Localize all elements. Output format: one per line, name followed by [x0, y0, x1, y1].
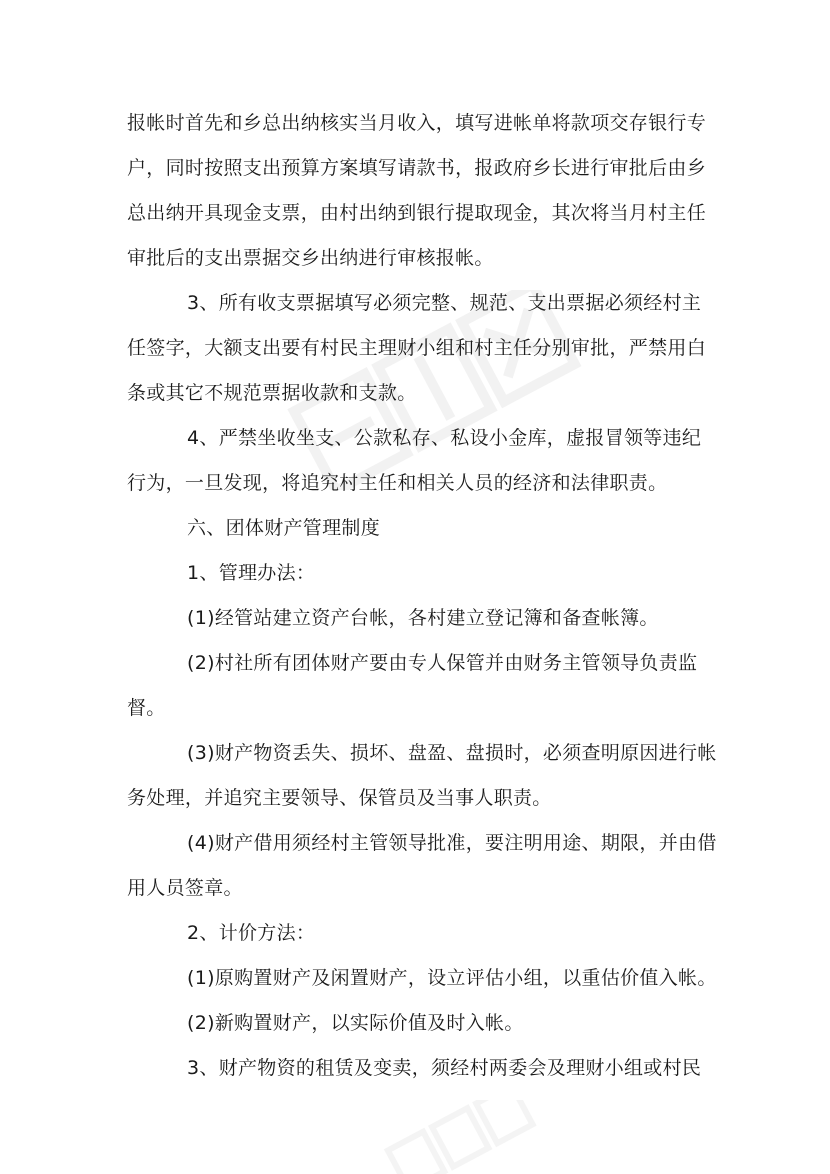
paragraph-line: 行为，一旦发现，将追究村主任和相关人员的经济和法律职责。	[127, 472, 668, 494]
paragraph-line: (2)新购置财产，以实际价值及时入帐。	[187, 1012, 524, 1034]
paragraph-line: (4)财产借用须经村主管领导批准，要注明用途、期限，并由借	[187, 832, 717, 854]
paragraph-line: 用人员签章。	[127, 877, 243, 899]
paragraph-line: (3)财产物资丢失、损坏、盘盈、盘损时，必须查明原因进行帐	[187, 742, 717, 764]
subsection-heading: 2、计价方法：	[187, 922, 316, 944]
paragraph-line: 任签字，大额支出要有村民主理财小组和村主任分别审批，严禁用白	[127, 337, 707, 359]
section-heading: 六、团体财产管理制度	[187, 517, 381, 539]
paragraph-line: 户，同时按照支出预算方案填写请款书，报政府乡长进行审批后由乡	[127, 157, 707, 179]
paragraph-line: 务处理，并追究主要领导、保管员及当事人职责。	[127, 787, 552, 809]
paragraph-line: 4、严禁坐收坐支、公款私存、私设小金库，虚报冒领等违纪	[187, 427, 702, 449]
paragraph-line: 审批后的支出票据交乡出纳进行审核报帐。	[127, 247, 494, 269]
paragraph-line: (1)原购置财产及闲置财产，设立评估小组，以重估价值入帐。	[187, 967, 717, 989]
paragraph-line: 3、财产物资的租赁及变卖，须经村两委会及理财小组或村民	[187, 1057, 702, 1079]
paragraph-line: 3、所有收支票据填写必须完整、规范、支出票据必须经村主	[187, 292, 702, 314]
paragraph-line: 总出纳开具现金支票，由村出纳到银行提取现金，其次将当月村主任	[127, 202, 707, 224]
paragraph-line: 报帐时首先和乡总出纳核实当月收入，填写进帐单将款项交存银行专	[127, 112, 707, 134]
paragraph-line: (1)经管站建立资产台帐，各村建立登记簿和备查帐簿。	[187, 607, 659, 629]
watermark-logo-bottom	[360, 1100, 560, 1174]
paragraph-line: (2)村社所有团体财产要由专人保管并由财务主管领导负责监	[187, 652, 698, 674]
paragraph-line: 条或其它不规范票据收款和支款。	[127, 382, 417, 404]
subsection-heading: 1、管理办法：	[187, 562, 316, 584]
paragraph-line: 督。	[127, 697, 166, 719]
